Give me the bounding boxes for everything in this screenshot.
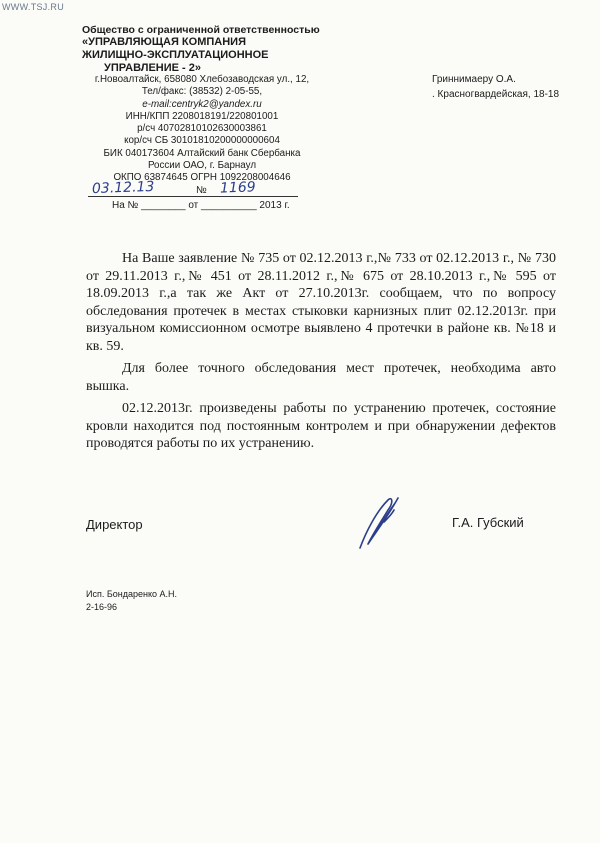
handwritten-date: 03.12.13 bbox=[91, 178, 155, 198]
executor-block bbox=[86, 588, 177, 614]
org-okpo: ОКПО 63874645 ОГРН 1092208004646 bbox=[113, 172, 291, 184]
org-bank: России ОАО, г. Барнаул bbox=[147, 160, 257, 172]
org-name-line-2: ЖИЛИЩНО-ЭКСПЛУАТАЦИОННОЕ bbox=[82, 49, 269, 61]
org-requisites bbox=[82, 74, 322, 185]
body-paragraph-1: На Ваше заявление № 735 от 02.12.2013 г.,№ 733 от 02.12.2013 г., № 730 от 29.11.2013 г.,№ 451 от 28.11.2012 г.,№ 675 от 28.10.2013 г.,№ 595 от 18.09.2013 г.,а так же Акт от 27.10.2013г. сообщаем, что по вопросу обследования протечек в местах стыковки карнизных плит 02.12.2013г. при визуальном комиссионном осмотре выявлено 4 протечки в районе кв. №18 и кв. 59. bbox=[86, 251, 556, 354]
handwritten-number: 1169 bbox=[219, 179, 256, 197]
org-rs: р/сч 40702810102630003861 bbox=[137, 123, 267, 135]
org-header bbox=[82, 24, 322, 75]
org-ks: кор/сч СБ 30101810200000000604 bbox=[124, 135, 280, 147]
recipient-name: Гриннимаеру О.А. bbox=[432, 74, 516, 85]
body-paragraph-3: 02.12.2013г. произведены работы по устранению протечек, состояние кровли находится под постоянным контролем и при обнаружении дефектов проводятся работы по их устранению. bbox=[86, 401, 556, 451]
executor-name: Исп. Бондаренко А.Н. bbox=[86, 589, 178, 599]
org-name-line-3: УПРАВЛЕНИЕ - 2» bbox=[104, 62, 201, 74]
org-inn: ИНН/КПП 2208018191/220801001 bbox=[125, 110, 279, 122]
executor-phone: 2-16-96 bbox=[86, 602, 118, 612]
recipient-block bbox=[432, 72, 559, 102]
reference-line: На № ________ от __________ 2013 г. bbox=[112, 200, 290, 211]
org-email: e-mail:centryk2@yandex.ru bbox=[142, 98, 262, 110]
letter-body bbox=[86, 250, 556, 458]
org-legal-form: Общество с ограниченной ответственностью bbox=[82, 24, 320, 36]
signatory-title: Директор bbox=[86, 517, 143, 532]
watermark: WWW.TSJ.RU bbox=[2, 2, 64, 12]
signature-mark bbox=[354, 492, 414, 552]
org-address: г.Новоалтайск, 658080 Хлебозаводская ул., 12, bbox=[94, 74, 310, 85]
date-underline bbox=[88, 196, 298, 197]
org-phone: Тел/факс: (38532) 2-05-55, bbox=[141, 86, 263, 98]
org-bik: БИК 040173604 Алтайский банк Сбербанка bbox=[103, 147, 301, 159]
org-name-line-1: «УПРАВЛЯЮЩАЯ КОМПАНИЯ bbox=[82, 36, 246, 48]
body-paragraph-2: Для более точного обследования мест протечек, необходима авто вышка. bbox=[86, 361, 556, 394]
outgoing-number-label: № bbox=[196, 185, 207, 196]
signatory-name: Г.А. Губский bbox=[452, 515, 524, 530]
recipient-address: . Красногвардейская, 18-18 bbox=[432, 89, 560, 100]
